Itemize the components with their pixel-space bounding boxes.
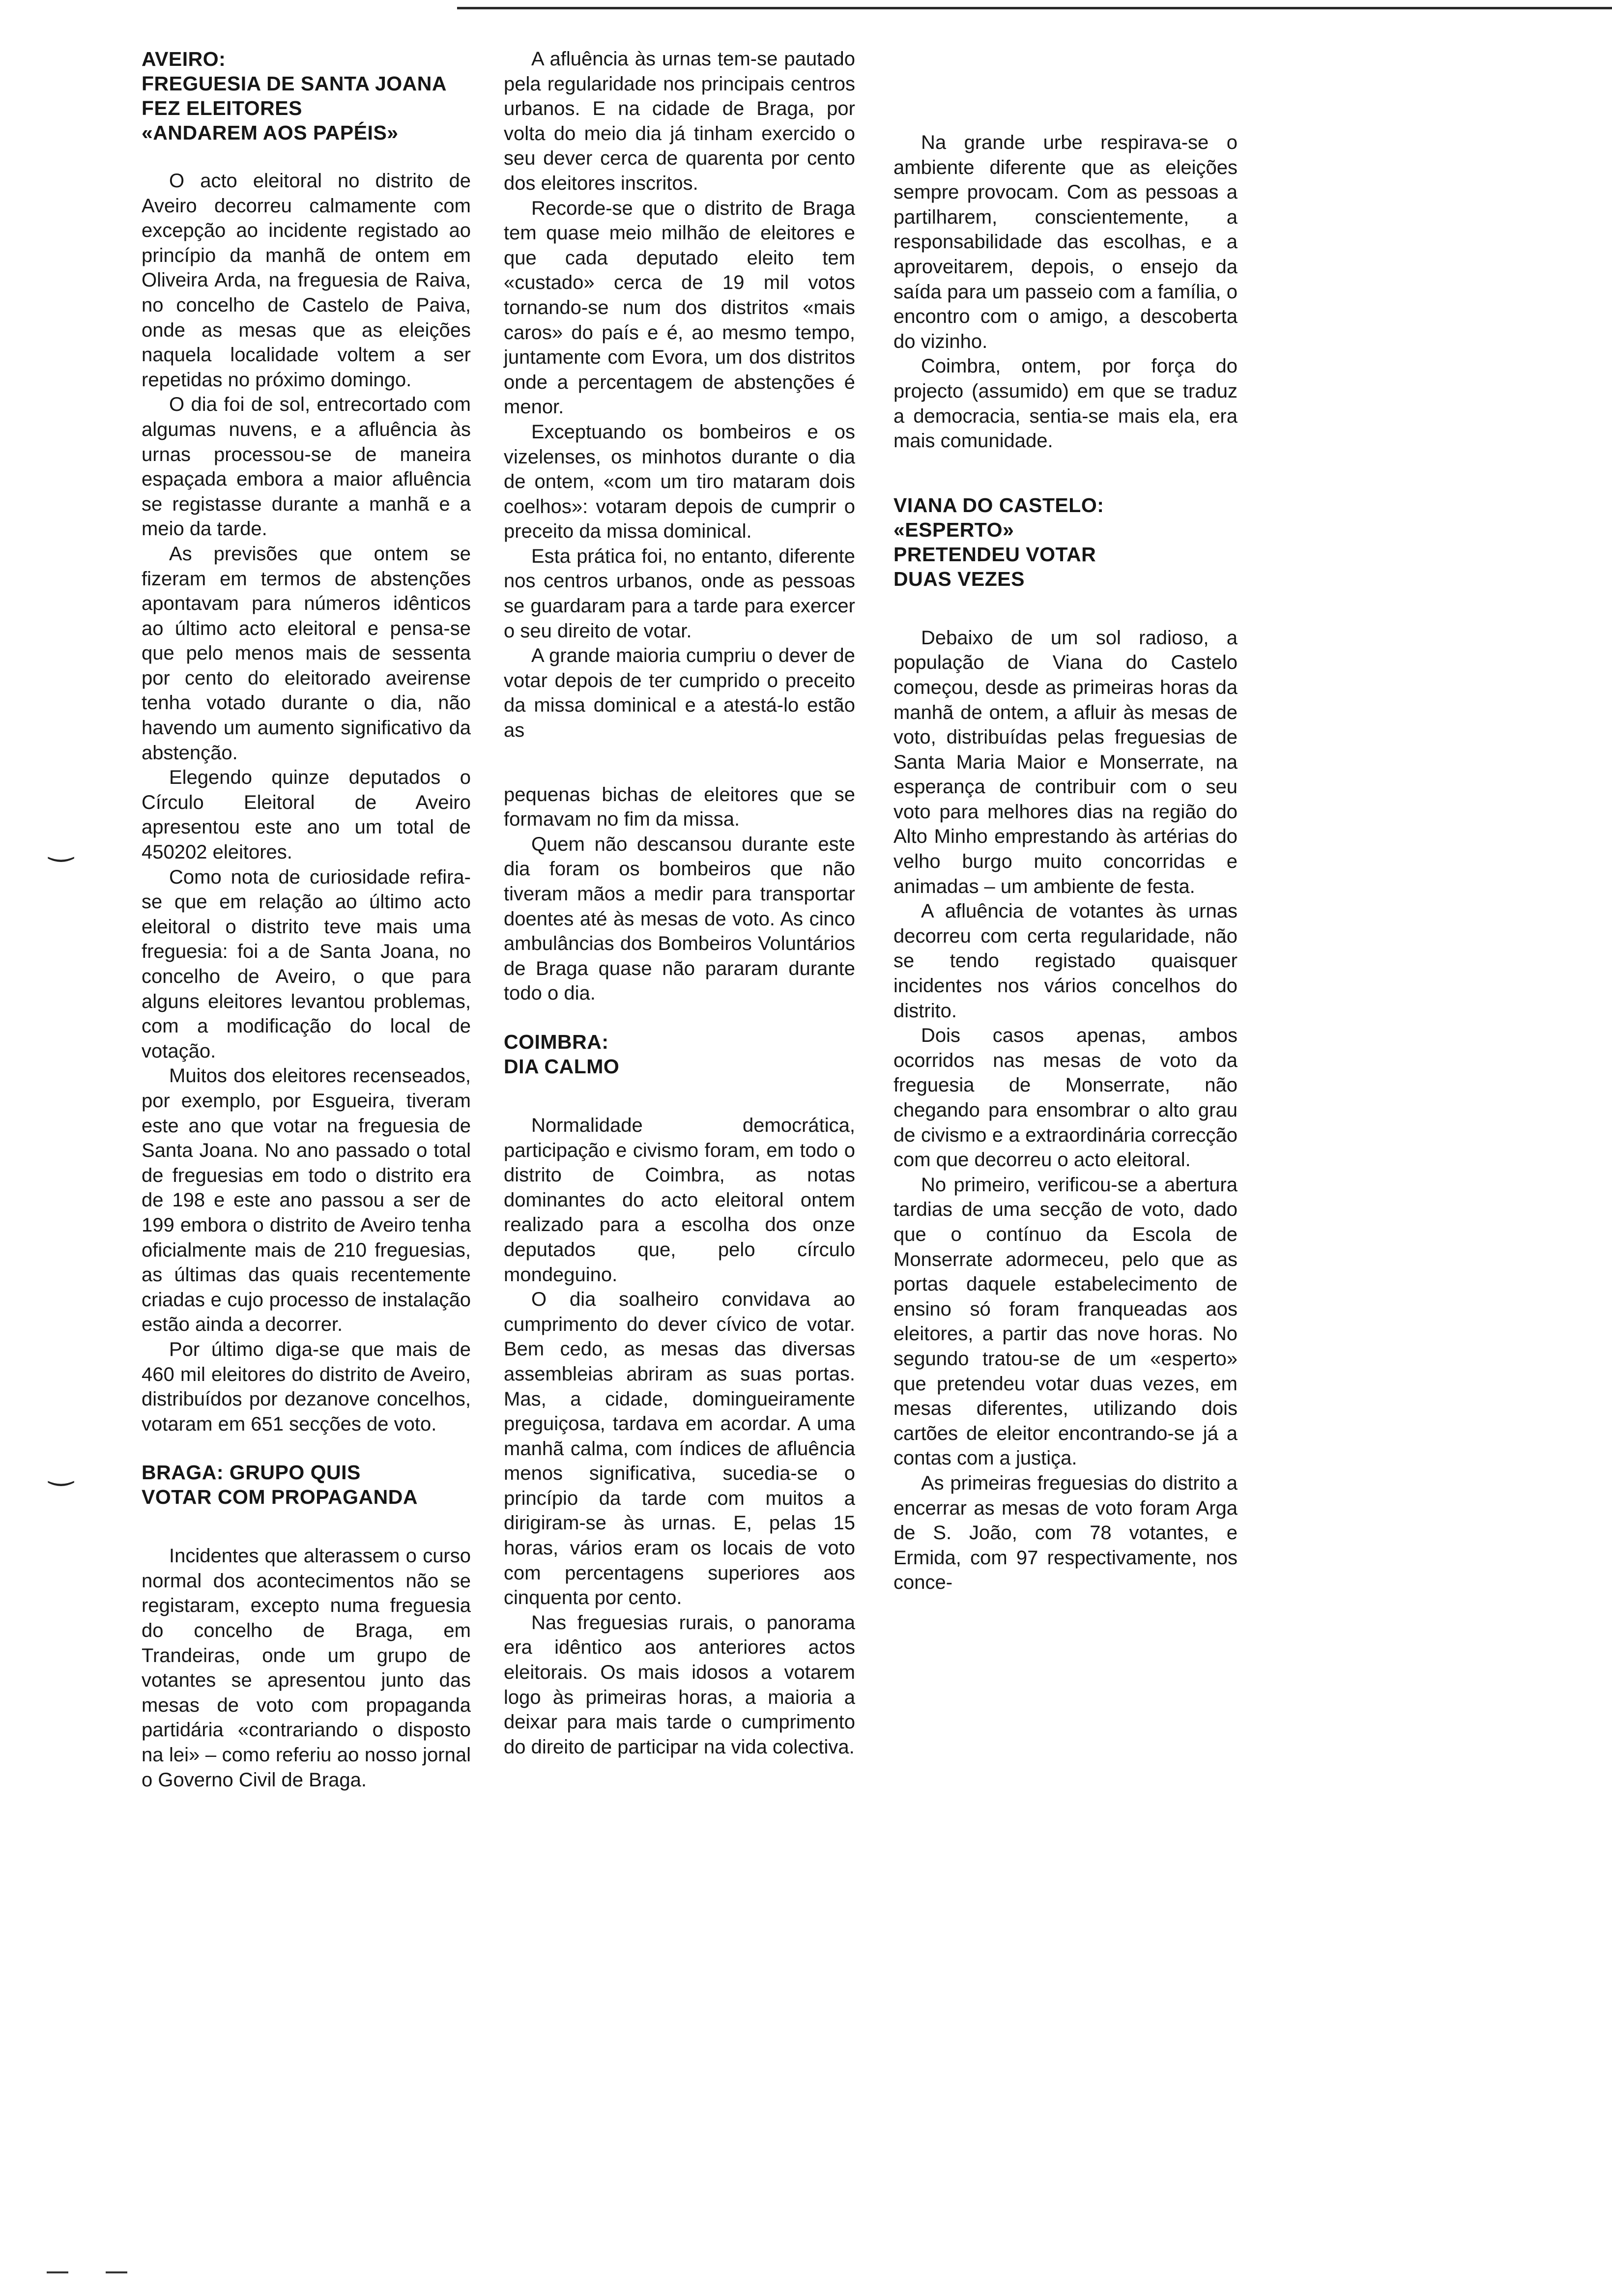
column-right [893, 130, 1238, 1595]
column-left [142, 47, 471, 1792]
margin-mark: ‿ [49, 1453, 73, 1486]
article-paragraph: Incidentes que alterassem o curso normal dos acontecimentos não se registaram, excepto numa freguesia do concelho de Braga, em Trandeiras, onde um grupo de votantes se apresentou junto das mesas de voto com propaganda partidária «contrariando o disposto na lei» – como referiu ao nosso jornal o Governo Civil de Braga. [142, 1545, 471, 1791]
top-rule [457, 7, 1612, 9]
headline-line: VIANA DO CASTELO: [893, 493, 1104, 517]
article-paragraph: Recorde-se que o distrito de Braga tem quase meio milhão de eleitores e que cada deputado eleito tem «custado» cerca de 19 mil votos tornando-se num dos distritos «mais caros» do país e é, ao mesmo tempo, juntamente com Evora, um dos distritos onde a percentagem de abstenções é menor. [504, 197, 855, 418]
article-paragraph: Muitos dos eleitores recenseados, por exemplo, por Esgueira, tiveram este ano que votar na freguesia de Santa Joana. No ano passado o total de freguesias em todo o distrito era de 198 e este ano passou a ser de 199 embora o distrito de Aveiro tenha oficialmente mais de 210 freguesias, as últimas das quais recentemente criadas e cujo processo de instalação estão ainda a decorrer. [142, 1065, 471, 1336]
article-paragraph: Normalidade democrática, participação e civismo foram, em todo o distrito de Coimbra, as notas dominantes do acto eleitoral ontem realizado para a escolha dos onze deputados que, pelo círculo mondeguino. [504, 1114, 855, 1286]
article-paragraph: As previsões que ontem se fizeram em termos de abstenções apontavam para números idênticos ao último acto eleitoral e pensa-se que pelo menos mais de sessenta por cento do eleitorado aveirense tenha votado durante o dia, não havendo um aumento significativo da abstenção. [142, 543, 471, 764]
article-paragraph: Na grande urbe respirava-se o ambiente diferente que as eleições sempre provocam. Com as pessoas a partilharem, conscientemente, a responsabilidade das escolhas, e a aproveitarem, depois, o ensejo da saída para um passeio com a família, o encontro com o amigo, a descoberta do vizinho. [893, 132, 1238, 352]
article-paragraph: pequenas bichas de eleitores que se formavam no fim da missa. [504, 783, 855, 831]
article-paragraph: Debaixo de um sol radioso, a população de Viana do Castelo começou, desde as primeiras horas da manhã de ontem, a afluir às mesas de voto, distribuídas pelas freguesias de Santa Maria Maior e Monserrate, na esperança de contribuir com o seu voto para melhores dias na região do Alto Minho emprestando às artérias do velho burgo muito concorridas e animadas – um ambiente de festa. [893, 627, 1238, 897]
headline-line: DIA CALMO [504, 1055, 620, 1078]
coimbra-headline [504, 1030, 855, 1079]
article-paragraph: O acto eleitoral no distrito de Aveiro decorreu calmamente com excepção ao incidente registado ao princípio da manhã de ontem em Oliveira Arda, na freguesia de Raiva, no concelho de Castelo de Paiva, onde as mesas que as eleições naquela localidade voltem a ser repetidas no próximo domingo. [142, 170, 471, 391]
headline-line: FREGUESIA DE SANTA JOANA [142, 72, 447, 95]
article-paragraph: A afluência de votantes às urnas decorreu com certa regularidade, não se tendo registado quaisquer incidentes nos vários concelhos do distrito. [893, 900, 1238, 1022]
margin-mark: ‿ [49, 829, 73, 861]
article-paragraph: Coimbra, ontem, por força do projecto (assumido) em que se traduz a democracia, sentia-se mais ela, era mais comunidade. [893, 355, 1238, 452]
article-paragraph: A grande maioria cumpriu o dever de votar depois de ter cumprido o preceito da missa dominical e a atestá-lo estão as [504, 645, 855, 742]
article-paragraph: Como nota de curiosidade refira-se que em relação ao último acto eleitoral o distrito teve mais uma freguesia: foi a de Santa Joana, no concelho de Aveiro, o que para alguns eleitores levantou problemas, com a modificação do local de votação. [142, 866, 471, 1062]
braga-headline [142, 1460, 471, 1509]
article-paragraph: O dia soalheiro convidava ao cumprimento do dever cívico de votar. Bem cedo, as mesas das diversas assembleias abriram as suas portas. Mas, a cidade, domingueiramente preguiçosa, tardava em acordar. A uma manhã calma, com índices de afluência menos significativa, sucedia-se o princípio da tarde com muitos a dirigiram-se às urnas. E, pelas 15 horas, vários eram os locais de voto com percentagens superiores aos cinquenta por cento. [504, 1289, 855, 1609]
headline-line: BRAGA: GRUPO QUIS [142, 1461, 361, 1484]
article-paragraph: Quem não descansou durante este dia foram os bombeiros que não tiveram mãos a medir para transportar doentes até às mesas de voto. As cinco ambulâncias dos Bombeiros Voluntários de Braga quase não pararam durante todo o dia. [504, 833, 855, 1004]
aveiro-headline [142, 47, 471, 145]
article-paragraph: Dois casos apenas, ambos ocorridos nas mesas de voto da freguesia de Monserrate, não chegando para ensombrar o alto grau de civismo e a extraordinária correcção com que decorreu o acto eleitoral. [893, 1025, 1238, 1171]
article-paragraph: As primeiras freguesias do distrito a encerrar as mesas de voto foram Arga de S. João, com 78 votantes, e Ermida, com 97 respectivamente, nos conce- [893, 1472, 1238, 1594]
article-paragraph: Nas freguesias rurais, o panorama era idêntico aos anteriores actos eleitorais. Os mais idosos a votarem logo às primeiras horas, a maioria a deixar para mais tarde o cumprimento do direito de participar na vida colectiva. [504, 1611, 855, 1758]
corner-dash [106, 2271, 127, 2273]
corner-dash [47, 2271, 68, 2273]
headline-line: «ANDAREM AOS PAPÉIS» [142, 121, 399, 144]
article-paragraph: Por último diga-se que mais de 460 mil eleitores do distrito de Aveiro, distribuídos por dezanove concelhos, votaram em 651 secções de voto. [142, 1338, 471, 1435]
column-middle [504, 47, 855, 1759]
headline-line: DUAS VEZES [893, 567, 1025, 590]
article-paragraph: O dia foi de sol, entrecortado com algumas nuvens, e a afluência às urnas processou-se de maneira espaçada embora a maior afluência se registasse durante a manhã e a meio da tarde. [142, 394, 471, 540]
article-paragraph: No primeiro, verificou-se a abertura tardias de uma secção de voto, dado que o contínuo da Escola de Monserrate adormeceu, pelo que as portas daquele estabelecimento de ensino só foram franqueadas aos eleitores, a partir das nove horas. No segundo tratou-se de um «esperto» que pretendeu votar duas vezes, em mesas diferentes, utilizando dois cartões de eleitor encontrando-se já a contas com a justiça. [893, 1174, 1238, 1469]
article-paragraph: Elegendo quinze deputados o Círculo Eleitoral de Aveiro apresentou este ano um total de 450202 eleitores. [142, 767, 471, 863]
headline-line: FEZ ELEITORES [142, 97, 302, 119]
viana-headline [893, 493, 1238, 591]
headline-line: «ESPERTO» [893, 518, 1014, 541]
headline-line: COIMBRA: [504, 1030, 609, 1053]
headline-line: PRETENDEU VOTAR [893, 543, 1096, 566]
article-paragraph: Esta prática foi, no entanto, diferente nos centros urbanos, onde as pessoas se guardaram para a tarde para exercer o seu direito de votar. [504, 545, 855, 642]
article-paragraph: A afluência às urnas tem-se pautado pela regularidade nos principais centros urbanos. E na cidade de Braga, por volta do meio dia já tinham exercido o seu dever cerca de quarenta por cento dos eleitores inscritos. [504, 48, 855, 194]
headline-line: AVEIRO: [142, 48, 226, 70]
headline-line: VOTAR COM PROPAGANDA [142, 1486, 418, 1509]
article-paragraph: Exceptuando os bombeiros e os vizelenses, os minhotos durante o dia de ontem, «com um tiro mataram dois coelhos»: votaram depois de cumprir o preceito da missa dominical. [504, 421, 855, 543]
